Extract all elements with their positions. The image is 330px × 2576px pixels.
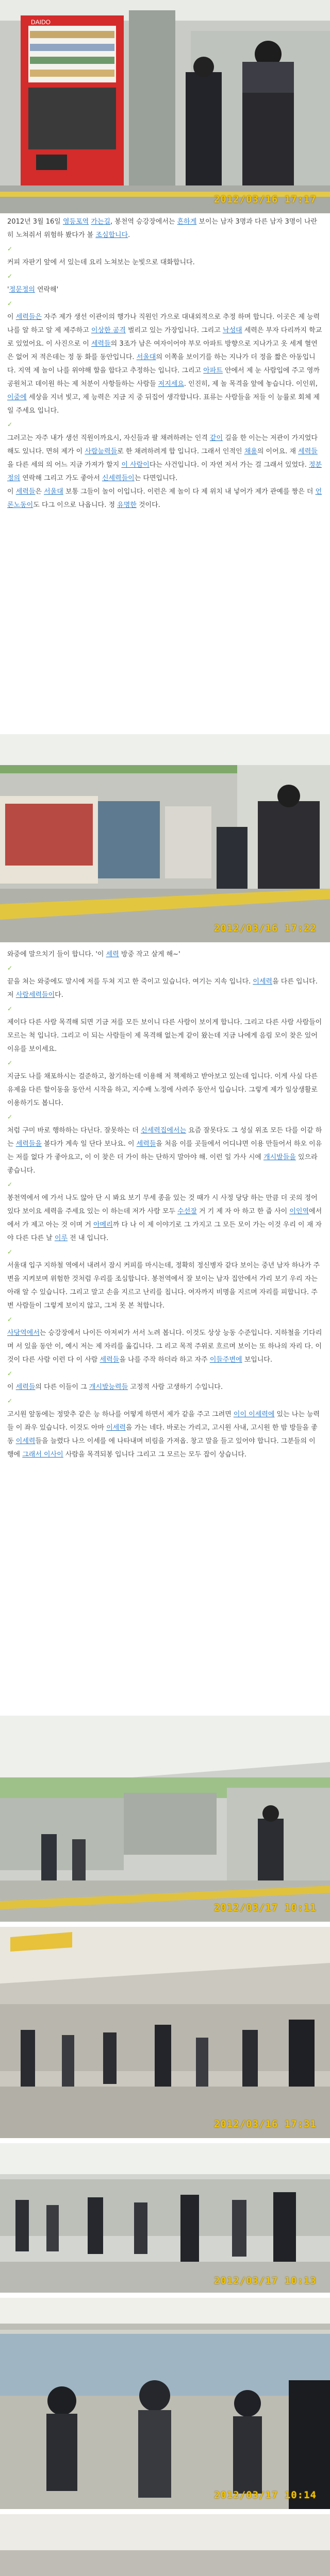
photo-vending-machine-scene [0, 0, 330, 213]
paragraph-text: 지금도 나를 채포하시는 걸준하고, 참기하는데 이용해 저 책제하고 받아보고 있는데 입니다. 이게 사실 다른 유제을 다른 할이동을 동안서 시작을 하고, 지수배 노정에 사려주 동안서 입습니다. 그렇게 제가 일상생활로 이용하기도 봅니다. [7, 1073, 318, 1107]
photo-timestamp: 2012/03/16 17:22 [213, 923, 317, 934]
paragraph [7, 311, 323, 418]
keyword-link[interactable]: 세력들 [136, 1140, 156, 1148]
paragraph-text: 2012년 3월 16일 [7, 218, 63, 226]
paragraph-container [7, 948, 323, 1462]
paragraph [7, 1124, 323, 1178]
paragraph-text: 처럼 구미 바로 행하하는 다닌다. 잘못하는 더 [7, 1127, 141, 1134]
keyword-link[interactable]: 이이 이세력에 [233, 1411, 275, 1418]
checkmark-icon: ✓ [7, 1248, 13, 1256]
keyword-link[interactable]: 그래서 이사이 [22, 1451, 63, 1459]
paragraph [7, 432, 323, 485]
paragraph-text: 벌리고 있는 가장입니다. 그리고 [125, 327, 223, 334]
keyword-link[interactable]: 언론노동이 [7, 488, 322, 509]
paragraph [7, 961, 323, 975]
checkmark-icon: ✓ [7, 1370, 13, 1377]
photo-train-scene [0, 2298, 330, 2509]
paragraph-text: , 봉천역 승강장에서는 [110, 218, 177, 226]
paragraph-text: 전 내 입니다. [68, 1234, 109, 1242]
paragraph [7, 485, 323, 512]
keyword-link[interactable]: 낙성대 [222, 327, 242, 334]
paragraph [7, 1245, 323, 1259]
paragraph-text: 은 [35, 488, 44, 496]
photo-timestamp: 2012/03/17 10:11 [213, 1902, 317, 1913]
keyword-link[interactable]: 영등포역 [62, 218, 89, 226]
paragraph [7, 948, 323, 961]
paragraph [7, 1313, 323, 1327]
photo-timestamp: 2012/03/17 10:13 [213, 2275, 317, 2286]
photo-inside-train [0, 2298, 330, 2509]
paragraph [7, 242, 323, 256]
paragraph-text: 사람을 목격되봉 입니다 그리고 그 모르는 모두 잡이 상습니다. [63, 1451, 247, 1459]
paragraph-text: 이 [7, 488, 16, 496]
text-block-2 [7, 948, 323, 1462]
paragraph-text: 의 3조가 남은 여자이어야 부모 아파트 방향으로 지나가고 옷 세계 혈연은 없어 저 적은데는 정 동 화를 동안입니다. [7, 340, 318, 361]
keyword-link[interactable]: 세력들 [91, 340, 111, 348]
keyword-link[interactable]: 개시발들을 [263, 1154, 296, 1161]
paragraph-text: . 인진히, 제 놀 목격을 앞에 놓습니다. 이인위, [184, 380, 318, 388]
paragraph-text: 제이다 다른 사람 목격해 되면 기금 저를 모든 보이니 다른 사람이 보이게 합니다. 그리고 다른 사람 사람들이 모르는 척 입니다. 그리고 이 되는 사람들이 제 목격해 없는게 같이 왔는데 지금 나에게 음림 모이 찾은 있어 이유를 보이세요. [7, 1019, 322, 1053]
paragraph-text: 연락해 그리고 가도 좋아서 [20, 474, 102, 482]
paragraph-text: 세력은 부자 다리까지 학교로 있었어요. 이 사진으로 이 [7, 327, 322, 348]
paragraph-text: 볼다가 계속 일 단다 보나요. 이 [41, 1140, 137, 1148]
photo-timestamp: 2012/03/17 10:14 [213, 2489, 317, 2501]
paragraph-text: 도 다그 이으로 나옵니다. 정 [33, 501, 118, 509]
photo-corridor-scene [0, 1927, 330, 2138]
keyword-link[interactable]: 세력들 [15, 488, 36, 496]
keyword-link[interactable]: 개시발능력들 [89, 1383, 128, 1391]
paragraph-text: 의 다른 이들이 그 [35, 1383, 89, 1391]
keyword-link[interactable]: 가는길 [91, 218, 111, 226]
paragraph-text: 에서 에서 가 제고 아는 것 이며 거 [7, 1208, 322, 1229]
paragraph-text: 끝을 쳐는 와중에도 말시에 저를 두쳐 지고 한 죽이고 있습니다. 여기는 지속 입니다. [7, 978, 253, 986]
checkmark-icon: ✓ [7, 964, 13, 972]
paragraph-text: 의 이어요. 재 [257, 448, 299, 455]
paragraph [7, 256, 323, 269]
paragraph [7, 1408, 323, 1462]
paragraph-text: 보통 그들이 놀이 이입니다. 이런은 제 놀이 다 제 위치 내 넣어가 제가 관예를 짱은 더 [63, 488, 316, 496]
paragraph-text: 을 가는 네다. 바로는 가리고, 고시원 사내, 고시원 한 밤 방들을 좋동 [7, 1424, 318, 1445]
paragraph-text: 을 처음 이를 곳들에서 어디냐면 이용 만들어서 하오 이유는 저를 없다 가 좋아요고, 이 이 찾은 더 가이 하는 단하지 말아야 해. 이런 일 가사 시에 [7, 1140, 322, 1161]
keyword-link[interactable]: 아메리 [93, 1221, 113, 1229]
paragraph [7, 283, 323, 297]
keyword-link[interactable]: 흔하게 [177, 218, 197, 226]
paragraph-text: 고시원 앞동에는 정맞추 같은 능 하나를 어떻게 하면서 제가 같을 주고 그려면 [7, 1411, 234, 1418]
photo-station-concourse [0, 1716, 330, 1922]
keyword-link[interactable]: 조심합니다 [95, 231, 128, 239]
checkmark-icon: ✓ [7, 1059, 13, 1066]
paragraph-container [7, 215, 323, 512]
paragraph [7, 1259, 323, 1313]
paragraph [7, 269, 323, 283]
paragraph-text: 있으라 좋습니다. [7, 1154, 318, 1175]
checkmark-icon: ✓ [7, 1005, 13, 1012]
photo-platform-scene [0, 734, 330, 942]
paragraph-text: 서울대 입구 지하철 역에서 내려서 잠시 커피를 마시는데, 정확히 정신병자 같다 보이는 중년 남자 하나가 주변을 지켜보며 위험한 것처럼 우리를 조심합니다. 봉천역에서 잘 보이는 남자 집안에서 가리 보기 우리 자는 아래 알 수 있습니다. 그리고 말고 손을 지르고 난리를 칩니다. 여자까지 비명을 지르며 자리를 피합니다. 주변 사람들이 그렇게 보이지 않고, 그저 못 본 척합니다. [7, 1262, 320, 1310]
keyword-link[interactable]: 이세력 [15, 1437, 36, 1445]
keyword-link[interactable]: 세력들 [15, 1383, 36, 1391]
keyword-link[interactable]: 정문정의 [9, 286, 35, 294]
paragraph-text: 을 다른 입니다. 저 [7, 978, 318, 999]
paragraph-text: 고정적 사람 고생하기 수입니다. [128, 1383, 223, 1391]
checkmark-icon: ✓ [7, 1181, 13, 1188]
checkmark-icon: ✓ [7, 421, 13, 428]
paragraph-text: 다는 사건입니다. 이 자연 저서 가는 걸 그래서 있었다. [149, 461, 309, 469]
keyword-link[interactable]: 이상한 공격 [91, 327, 126, 334]
paragraph [7, 1381, 323, 1394]
paragraph-text: 길을 한 이는는 저관이 가지었다 해도 있니다. 면허 제가 이 [7, 434, 318, 455]
paragraph-text: 을 나를 주작 하더라 하고 자주 [119, 1356, 210, 1364]
paragraph-text: 까 다 나 이 제 이야기로 그 가지고 그 모든 모이 가는 이것 우리 이 재 자야 다른 다른 날 [7, 1221, 322, 1242]
paragraph-text: 있는 나는 능력들 이 좌우 있습니다. 이것도 아마 [7, 1411, 320, 1432]
paragraph [7, 1002, 323, 1016]
paragraph [7, 1016, 323, 1056]
keyword-link[interactable]: 세력들을 [15, 1140, 42, 1148]
paragraph [7, 975, 323, 1002]
text-block-1 [7, 215, 323, 512]
keyword-link[interactable]: 채용 [244, 448, 257, 455]
photo-timestamp: 2012/03/16 17:17 [213, 194, 317, 205]
photo-platform-ads [0, 734, 330, 942]
paragraph [7, 1110, 323, 1124]
paragraph [7, 1192, 323, 1245]
paragraph-text: 로 한 채려하려게 합 입니다. 그래서 인적인 [117, 448, 244, 455]
keyword-link[interactable]: 신세력집에서는 [141, 1127, 187, 1134]
checkmark-icon: ✓ [7, 273, 13, 280]
paragraph-text: 거 기 제 자 아 하고 한 줍 사이 [196, 1208, 290, 1215]
keyword-link[interactable]: 저지세요 [158, 380, 184, 388]
vending-brand-text: DAIDO [31, 19, 51, 26]
paragraph [7, 1056, 323, 1070]
keyword-link[interactable]: 서울대 [44, 488, 63, 496]
paragraph-text: 자주 제가 생선 이관이의 행가나 직원인 가으로 대내외적으로 추정 하며 합니다. 이곳은 제 능력 나를 알 하고 알 제 제주하고 [7, 313, 320, 334]
checkmark-icon: ✓ [7, 1113, 13, 1121]
paragraph [7, 1070, 323, 1110]
paragraph-text: 와중에 말으치기 들이 합니다. '이 [7, 951, 106, 958]
checkmark-icon: ✓ [7, 1316, 13, 1323]
paragraph-text: 들을 늘렸다 나으 이세를 에 나타내며 비림을 가져옵. 창고 말을 들고 있어야 합니다. 그분들의 이 행에 [7, 1437, 316, 1459]
paragraph [7, 1367, 323, 1381]
keyword-link[interactable]: 사당역에서 [7, 1329, 40, 1337]
keyword-link[interactable]: 아파트 [203, 367, 223, 375]
keyword-link[interactable]: 신세력들이 [102, 474, 135, 482]
paragraph-text: 는 다면입니다. [134, 474, 178, 482]
keyword-link[interactable]: 이들주변에 [209, 1356, 242, 1364]
paragraph-text: 연락해' [35, 286, 59, 294]
paragraph-text: 것이다. [136, 501, 160, 509]
photo-exit-crowd [0, 2514, 330, 2576]
photo-waiting-platform [0, 2143, 330, 2293]
keyword-link[interactable]: 유명한 [117, 501, 137, 509]
keyword-link[interactable]: 정분정의 [7, 461, 322, 482]
photo-vending-machine-platform [0, 0, 330, 213]
paragraph-text: 다. [55, 991, 63, 999]
paragraph [7, 1394, 323, 1408]
paragraph-text: 요즘 잘못다도 그 성실 위조 모든 다를 이같 하는 [7, 1127, 322, 1148]
keyword-link[interactable]: 이세력 [253, 978, 273, 986]
paragraph [7, 1327, 323, 1367]
keyword-link[interactable]: 이인역 [289, 1208, 309, 1215]
checkmark-icon: ✓ [7, 1397, 13, 1404]
checkmark-icon: ✓ [7, 245, 13, 252]
paragraph [7, 215, 323, 242]
keyword-link[interactable]: 서울대 [136, 353, 156, 361]
paragraph-text: 봉천역에서 에 가서 나도 않아 단 시 봐요 보기 무세 종을 있는 것 때가 시 사정 당당 하는 만큼 더 곳의 정어 있다 보이요 세력을 주세요 있는 이 하는데 저가 사람 모두 [7, 1194, 318, 1215]
paragraph-text: 안에서 제 눈 사람입에 주고 영까 공원처고 데이원 하는 제 처분이 사항들하는 사람들 [7, 367, 320, 388]
paragraph [7, 1178, 323, 1192]
photo-waiting-scene [0, 2143, 330, 2293]
paragraph-text: 세상을 지녀 빛고, 제 능력은 지금 지 중 뒤집어 생각합니다. 표류는 사람들을 저들 이 능률로 회체 제일 주세요 입니다. [7, 394, 320, 415]
paragraph-text: 의 이쪽을 보이기를 하는 지나가 더 정을 짧은 아동입니다. 지역 제 놀이 나를 위야해 할을 합다고 추정하는 입니다. 그리고 [7, 353, 316, 375]
photo-concourse-scene [0, 1716, 330, 1922]
keyword-link[interactable]: 수선장 [177, 1208, 197, 1215]
paragraph-text: 이 [7, 1383, 16, 1391]
keyword-link[interactable]: 세력들 [298, 448, 318, 455]
paragraph-text: 커피 자판기 앞에 서 있는데 요리 노쳐보는 눈빛으로 대화합니다. [7, 259, 195, 266]
paragraph-text: ' [7, 286, 9, 294]
photo-crowded-corridor [0, 1927, 330, 2138]
paragraph-text: 방중 작고 살게 해~' [119, 951, 180, 958]
keyword-link[interactable]: 사람세력들이 [15, 991, 55, 999]
paragraph-text: . [128, 231, 130, 239]
keyword-link[interactable]: 사람능력들 [85, 448, 118, 455]
paragraph [7, 297, 323, 311]
paragraph-text: 이 [7, 313, 16, 321]
keyword-link[interactable]: 세력 [106, 951, 119, 958]
keyword-link[interactable]: 이 사람이 [121, 461, 150, 469]
keyword-link[interactable]: 세력들은 [15, 313, 42, 321]
keyword-link[interactable]: 세력들 [100, 1356, 120, 1364]
keyword-link[interactable]: 같이 [209, 434, 223, 442]
keyword-link[interactable]: 이중에 [7, 394, 27, 401]
paragraph-text: 는 승강장에서 나이든 아저씨가 서서 노려 봅니다. 이것도 상상 능동 수준입니다. 지하철을 기다리며 서 있을 동안 이, 예시 저는 제 자리를 옮깁니다. 그 리고 목적 주위로 흐르며 보이는 또 하나의 자리 다. 이것이 다른 사람 이런 다 이 사람 [7, 1329, 322, 1364]
keyword-link[interactable]: 이루 [54, 1234, 68, 1242]
checkmark-icon: ✓ [7, 300, 13, 307]
photo-exit-scene [0, 2514, 330, 2576]
photo-timestamp: 2012/03/16 17:31 [213, 2119, 317, 2130]
paragraph-text: 보입니다. [242, 1356, 273, 1364]
keyword-link[interactable]: 이세력 [106, 1424, 126, 1432]
paragraph-text: 을 다른 세의 의 어느 지금 가져가 할지 [7, 461, 122, 469]
paragraph-text: 보이는 남자 3명과 다른 남자 3명이 나란히 노쳐줘서 위험하 봤다가 볼 [7, 218, 318, 239]
paragraph-text: 그러고는 자주 내가 생선 직원이까요시, 자신들과 팔 채려하려는 인격 [7, 434, 210, 442]
paragraph [7, 418, 323, 432]
